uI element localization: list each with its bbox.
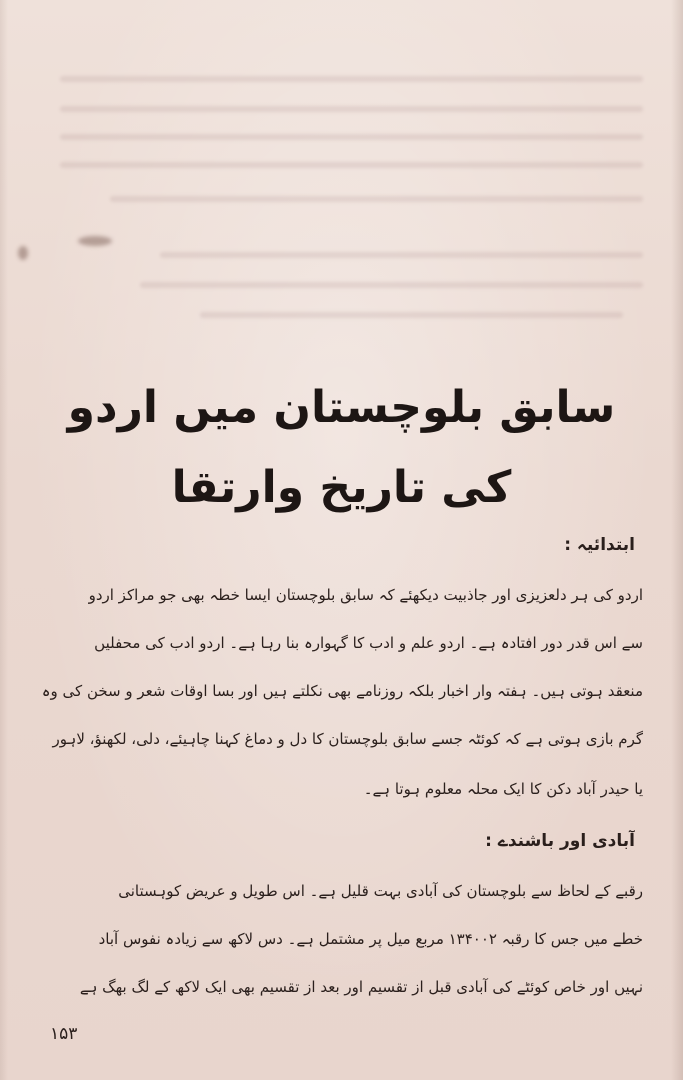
body-text-line: نہیں اور خاص کوئٹے کی آبادی قبل از تقسیم اور بعد از تقسیم بھی ایک لاکھ کے لگ بھگ ہے [79,978,643,996]
section-heading-population: آبادی اور باشندے : [485,831,635,851]
body-text-line: رقبے کے لحاظ سے بلوچستان کی آبادی بہت قلیل ہے۔ اس طویل و عریض کوہستانی [118,882,643,900]
page-left-edge-shadow [0,0,8,1080]
bleed-through-line [60,162,643,168]
body-text-line: یا حیدر آباد دکن کا ایک محلہ معلوم ہوتا ہے۔ [363,780,643,798]
body-text-line: منعقد ہوتی ہیں۔ ہفتہ وار اخبار بلکہ روزنامے بھی نکلتے ہیں اور بسا اوقات شعر و سخن کی وہ [41,682,643,700]
bleed-through-line [160,252,643,258]
bleed-through-line [200,312,623,318]
body-text-line: خطے میں جس کا رقبہ ۱۳۴۰۰۲ مربع میل پر مشتمل ہے۔ دس لاکھ سے زیادہ نفوس آباد [98,930,643,948]
body-text-line: اردو کی ہر دلعزیزی اور جاذبیت دیکھئے کہ سابق بلوچستان ایسا خطہ بھی جو مراکز اردو [88,586,643,604]
bleed-through-line [60,106,643,112]
ink-smudge [18,246,28,260]
bleed-through-line [60,134,643,140]
bleed-through-line [60,76,643,82]
page-number: ۱۵۳ [50,1024,78,1044]
bleed-through-line [140,282,643,288]
page-right-edge-shadow [671,0,683,1080]
page-title: سابق بلوچستان میں اردو کی تاریخ وارتقا [67,382,616,513]
ink-smudge [78,236,112,246]
section-heading-introduction: ابتدائیہ : [564,535,635,555]
bleed-through-line [110,196,643,202]
body-text-line: گرم بازی ہوتی ہے کہ کوئٹہ جسے سابق بلوچستان کا دل و دماغ کہنا چاہیئے، دلی، لکھنؤ، لاہور [52,730,643,748]
body-text-line: سے اس قدر دور افتادہ ہے۔ اردو علم و ادب کا گہوارہ بنا رہا ہے۔ اردو ادب کی محفلیں [94,634,643,652]
